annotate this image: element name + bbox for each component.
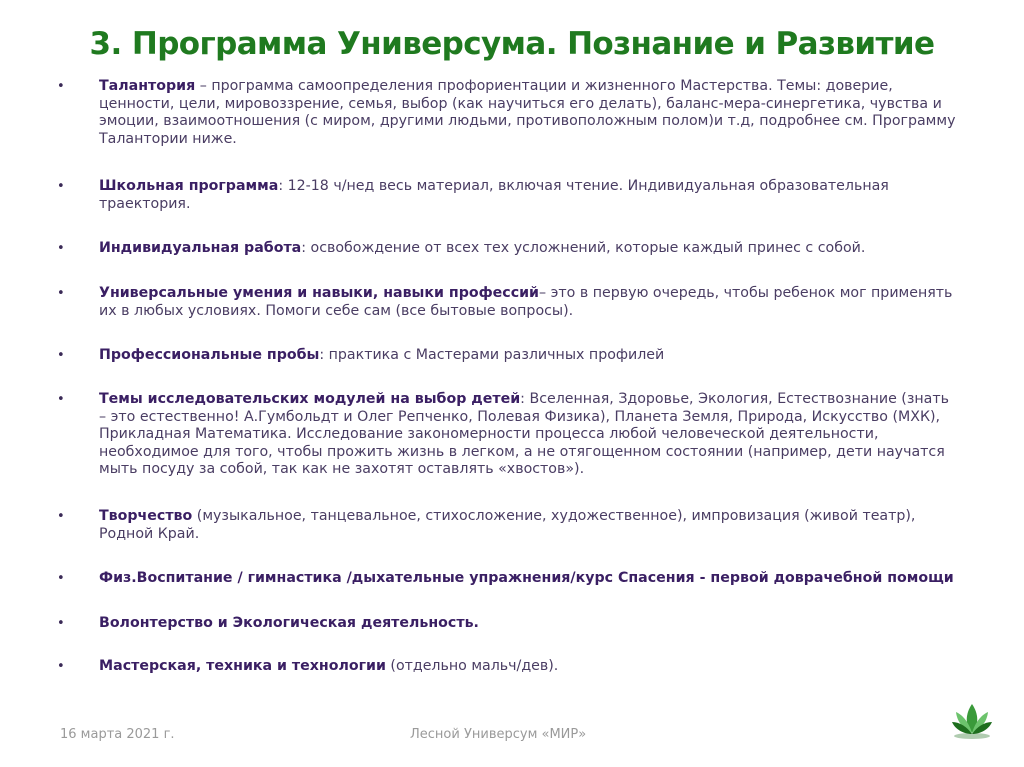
- item-text: – программа самоопределения профориентации и жизненного Мастерства. Темы: доверие, ценности, цели, мировоззрение, семья, выбор (как научиться его делать), баланс-мера-синергетика, чувства и эмоции, взаимоотношения (с миром, другими людьми, противоположным полом)и т.д, подробнее см. Программу Талантории ниже.: [99, 78, 956, 147]
- item-heading: Мастерская, техника и технологии: [99, 658, 386, 674]
- bullet-marker: •: [57, 392, 65, 407]
- bullet-marker: •: [57, 286, 65, 301]
- bullet-marker: •: [57, 79, 65, 94]
- item-text: : Вселенная, Здоровье, Экология, Естествознание (знать – это естественно! А.Гумбольдт и Олег Репченко, Полевая Физика), Планета Земля, Природа, Искусство (МХК), Прикладная Математика. Исследование закономерности процесса любой человеческой деятельности, необходимое для того, чтобы прожить жизнь в легком, а не отягощенном состоянии (например, дети научатся мыть посуду за собой, так как не захотят оставлять «хвостов»).: [99, 391, 949, 478]
- bullet-marker: •: [57, 348, 65, 363]
- bullet-marker: •: [57, 179, 65, 194]
- item-text: : 12-18 ч/нед весь материал, включая чтение. Индивидуальная образовательная траектория.: [99, 178, 889, 212]
- item-text: : освобождение от всех тех усложнений, которые каждый принес с собой.: [301, 240, 866, 256]
- item-heading: Индивидуальная работа: [99, 240, 302, 256]
- item-text: (музыкальное, танцевальное, стихосложение, художественное), импровизация (живой театр), Родной Край.: [99, 508, 916, 542]
- footer-title: Лесной Универсум «МИР»: [410, 727, 587, 742]
- list-item: [57, 78, 957, 148]
- item-heading: Волонтерство и Экологическая деятельность.: [99, 615, 479, 631]
- item-heading: Талантория: [99, 78, 196, 94]
- list-item: [57, 347, 664, 365]
- list-item: [57, 658, 558, 676]
- item-text: – это в первую очередь, чтобы ребенок мог применять их в любых условиях. Помоги себе сам (все бытовые вопросы).: [99, 285, 953, 319]
- list-item: [57, 178, 957, 213]
- item-heading: Универсальные умения и навыки, навыки профессий: [99, 285, 539, 301]
- bullet-marker: •: [57, 659, 65, 674]
- item-heading: Творчество: [99, 508, 193, 524]
- bullet-marker: •: [57, 571, 65, 586]
- item-heading: Профессиональные пробы: [99, 347, 320, 363]
- bullet-marker: •: [57, 241, 65, 256]
- slide-title: 3. Программа Универсума. Познание и Развитие: [89, 26, 935, 62]
- footer-date: 16 марта 2021 г.: [60, 727, 175, 742]
- bullet-marker: •: [57, 616, 65, 631]
- item-text: (отдельно мальч/дев).: [385, 658, 559, 674]
- bullet-marker: •: [57, 509, 65, 524]
- item-heading: Темы исследовательских модулей на выбор детей: [99, 391, 521, 407]
- list-item: [57, 391, 957, 479]
- list-item: [57, 615, 479, 633]
- list-item: [57, 508, 957, 543]
- list-item: [57, 240, 865, 258]
- list-item: [57, 570, 954, 588]
- lotus-icon: [950, 700, 994, 740]
- item-heading: Школьная программа: [99, 178, 279, 194]
- item-heading: Физ.Воспитание / гимнастика /дыхательные упражнения/курс Спасения - первой доврачебной помощи: [99, 570, 954, 586]
- item-text: : практика с Мастерами различных профилей: [319, 347, 665, 363]
- list-item: [57, 285, 957, 320]
